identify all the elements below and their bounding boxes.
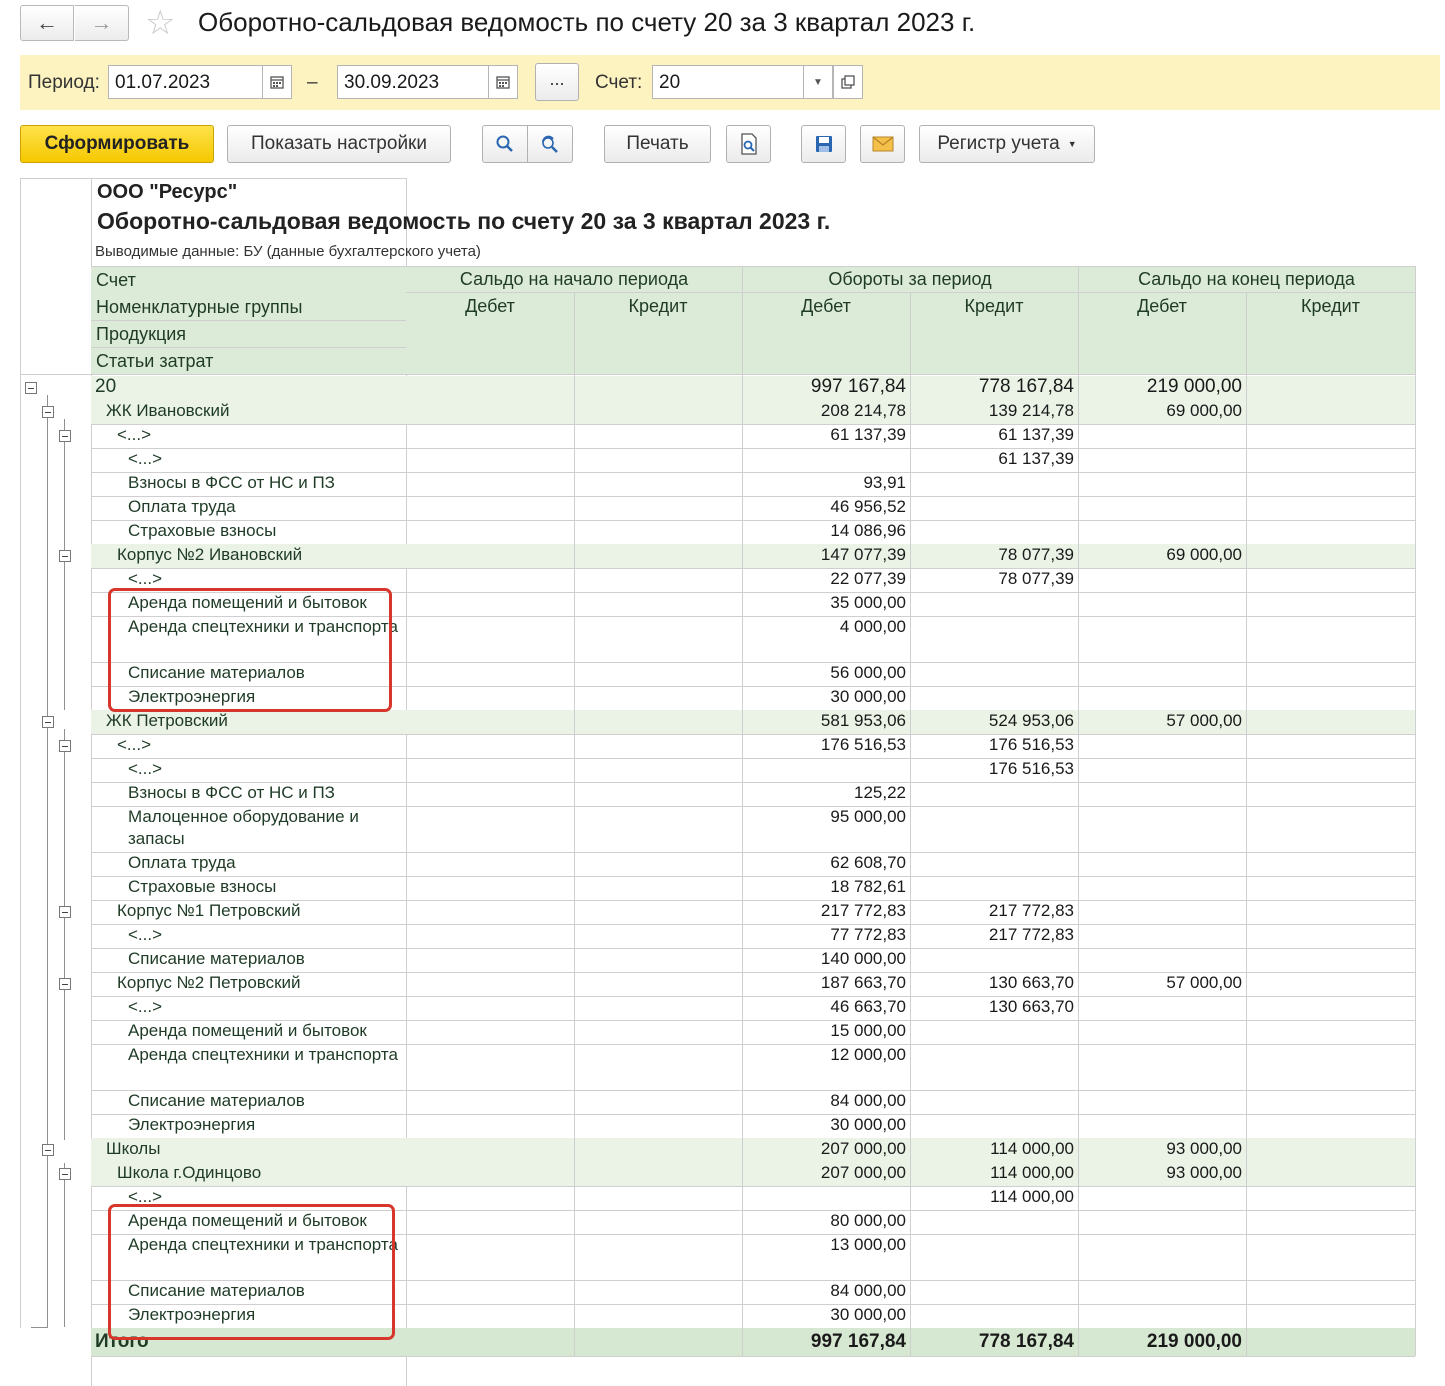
account-label: Счет:: [595, 72, 643, 93]
row-name: ЖК Петровский: [106, 711, 228, 730]
header-opening-credit: Кредит: [628, 296, 688, 316]
table-row[interactable]: [91, 472, 1415, 496]
account-input[interactable]: 20: [652, 65, 804, 99]
row-value-col-3: 4 000,00: [839, 617, 906, 636]
row-value-col-3: 46 956,52: [830, 497, 906, 516]
row-name: Взносы в ФСС от НС и ПЗ: [128, 473, 335, 492]
top-border: [20, 178, 406, 179]
title-bar: [0, 0, 1445, 48]
calendar-icon: [496, 75, 510, 89]
row-name: <...>: [117, 425, 152, 444]
row-value-col-4: 61 137,39: [998, 449, 1074, 468]
row-value-col-3: 125,22: [854, 783, 906, 802]
row-value-col-4: 61 137,39: [998, 425, 1074, 444]
table-row[interactable]: [91, 544, 1415, 568]
header-closing-credit: Кредит: [1301, 296, 1360, 316]
header-top-border: [91, 266, 1415, 267]
row-value-col-4: 778 167,84: [978, 1331, 1074, 1352]
row-value-col-4: 130 663,70: [988, 973, 1074, 992]
row-value-col-3: 77 772,83: [830, 925, 906, 944]
row-name: Малоценное оборудование и запасы: [128, 807, 359, 848]
table-row[interactable]: [91, 996, 1415, 1020]
period-dash: –: [307, 72, 318, 93]
header-turnover-credit: Кредит: [964, 296, 1024, 316]
header-turnover: Обороты за период: [828, 269, 992, 289]
row-value-col-3: 581 953,06: [820, 711, 906, 730]
preview-button[interactable]: [726, 125, 771, 163]
row-value-col-4: 176 516,53: [988, 735, 1074, 754]
row-name: Электроэнергия: [128, 1305, 256, 1324]
period-label: Период:: [28, 72, 100, 93]
header-opening-balance: Сальдо на начало периода: [459, 269, 689, 289]
highlight-box: [108, 1204, 395, 1340]
row-value-col-3: 30 000,00: [830, 1305, 906, 1324]
print-preview-icon: [739, 133, 759, 155]
organization-name: ООО "Ресурс": [97, 181, 238, 203]
row-value-col-4: 114 000,00: [990, 1163, 1074, 1182]
row-name: <...>: [128, 569, 163, 588]
collapse-toggle-icon[interactable]: [59, 978, 71, 990]
table-row[interactable]: [91, 972, 1415, 996]
header-bottom-border: [20, 374, 1415, 375]
row-name: Оплата труда: [128, 497, 236, 516]
collapse-toggle-icon[interactable]: [59, 740, 71, 752]
open-window-icon: [841, 75, 855, 89]
account-dropdown-button[interactable]: [803, 65, 833, 99]
favorite-star-icon[interactable]: ☆: [145, 4, 176, 42]
table-row[interactable]: [91, 376, 1415, 400]
row-value-col-3: 208 214,78: [820, 401, 906, 420]
collapse-toggle-icon[interactable]: [59, 430, 71, 442]
row-value-col-5: 69 000,00: [1166, 401, 1242, 420]
table-row[interactable]: [91, 424, 1415, 448]
tree-line: [64, 1163, 65, 1327]
row-value-col-3: 46 663,70: [830, 997, 906, 1016]
collapse-toggle-icon[interactable]: [42, 406, 54, 418]
header-account: Счет: [96, 270, 136, 290]
row-name: Аренда помещений и бытовок: [128, 1211, 367, 1230]
header-cost-items: Статьи затрат: [96, 351, 214, 371]
row-value-col-5: 219 000,00: [1146, 1331, 1242, 1352]
row-value-col-3: 12 000,00: [830, 1045, 906, 1064]
row-value-col-4: 78 077,39: [998, 569, 1074, 588]
column-border: [574, 292, 575, 1356]
row-value-col-3: 84 000,00: [830, 1281, 906, 1300]
period-bar: [20, 55, 1440, 110]
row-name: <...>: [128, 1187, 163, 1206]
table-row[interactable]: [91, 400, 1415, 424]
row-value-col-3: 84 000,00: [830, 1091, 906, 1110]
search-icon: [495, 134, 515, 154]
collapse-toggle-icon[interactable]: [42, 716, 54, 728]
table-row[interactable]: [91, 806, 1415, 852]
row-value-col-3: 30 000,00: [830, 1115, 906, 1134]
row-value-col-3: 176 516,53: [820, 735, 906, 754]
table-row[interactable]: [91, 1138, 1415, 1162]
row-value-col-3: 207 000,00: [820, 1139, 906, 1158]
row-value-col-3: 147 077,39: [820, 545, 906, 564]
row-name: Аренда спецтехники и транспорта: [128, 617, 398, 636]
row-name: Списание материалов: [128, 663, 305, 682]
row-value-col-3: 997 167,84: [810, 376, 906, 397]
report-subtitle: Выводимые данные: БУ (данные бухгалтерского учета): [95, 243, 481, 260]
row-value-col-4: 217 772,83: [988, 901, 1074, 920]
window-title: Оборотно-сальдовая ведомость по счету 20 за 3 квартал 2023 г.: [198, 7, 976, 37]
table-row[interactable]: [91, 448, 1415, 472]
row-value-col-3: 62 608,70: [830, 853, 906, 872]
column-border: [1078, 266, 1079, 1356]
row-value-col-4: 78 077,39: [998, 545, 1074, 564]
floppy-disk-icon: [814, 134, 834, 154]
row-value-col-3: 35 000,00: [830, 593, 906, 612]
generate-button[interactable]: Сформировать: [20, 125, 214, 163]
row-value-col-5: 69 000,00: [1166, 545, 1242, 564]
highlight-box: [108, 588, 392, 712]
table-row[interactable]: [91, 1162, 1415, 1186]
row-value-col-3: 61 137,39: [830, 425, 906, 444]
table-row[interactable]: [91, 924, 1415, 948]
row-value-col-4: 217 772,83: [988, 925, 1074, 944]
row-value-col-4: 176 516,53: [988, 759, 1074, 778]
row-value-col-5: 93 000,00: [1166, 1163, 1242, 1182]
register-label: Регистр учета: [937, 133, 1060, 154]
gutter-border: [20, 178, 21, 1328]
date-from-calendar-button[interactable]: [262, 65, 292, 99]
row-name: Взносы в ФСС от НС и ПЗ: [128, 783, 335, 802]
search-next-button[interactable]: [527, 125, 573, 163]
tree-line: [31, 1327, 48, 1328]
row-name: Школы: [106, 1139, 161, 1158]
row-name: Аренда помещений и бытовок: [128, 593, 367, 612]
header-nomenclature-groups: Номенклатурные группы: [96, 297, 303, 317]
row-name: Аренда помещений и бытовок: [128, 1021, 367, 1040]
row-value-col-5: 57 000,00: [1166, 973, 1242, 992]
row-name: Корпус №2 Петровский: [117, 973, 301, 992]
row-name: 20: [95, 376, 117, 397]
row-name: Списание материалов: [128, 949, 305, 968]
row-name: Списание материалов: [128, 1091, 305, 1110]
date-to-calendar-button[interactable]: [488, 65, 518, 99]
collapse-toggle-icon[interactable]: [59, 550, 71, 562]
table-row[interactable]: [91, 496, 1415, 520]
row-name: Электроэнергия: [128, 1115, 256, 1134]
row-name: Аренда спецтехники и транспорта: [128, 1235, 398, 1254]
print-button[interactable]: Печать: [604, 125, 711, 163]
row-value-col-3: 56 000,00: [830, 663, 906, 682]
header-closing-debit: Дебет: [1137, 296, 1187, 316]
row-value-col-3: 30 000,00: [830, 687, 906, 706]
column-border: [1246, 292, 1247, 1356]
forward-button[interactable]: [75, 5, 129, 41]
row-name: Аренда спецтехники и транспорта: [128, 1045, 398, 1064]
search-button[interactable]: [482, 125, 528, 163]
header-closing-balance: Сальдо на конец периода: [1138, 269, 1355, 289]
row-border: [91, 1356, 1415, 1357]
table-row[interactable]: [91, 900, 1415, 924]
send-email-button[interactable]: [860, 125, 905, 163]
search-refresh-icon: [540, 134, 560, 154]
row-name: <...>: [128, 759, 163, 778]
table-row[interactable]: [91, 520, 1415, 544]
row-name: <...>: [128, 925, 163, 944]
row-value-col-3: 140 000,00: [820, 949, 906, 968]
table-row[interactable]: [91, 734, 1415, 758]
row-value-col-3: 18 782,61: [830, 877, 906, 896]
tree-line: [64, 729, 65, 1140]
table-row[interactable]: [91, 876, 1415, 900]
row-name: <...>: [117, 735, 152, 754]
back-button[interactable]: [20, 5, 74, 41]
arrow-left-icon: ←: [36, 10, 58, 35]
register-dropdown-button[interactable]: [919, 125, 1095, 163]
row-name: ЖК Ивановский: [106, 401, 230, 420]
table-row[interactable]: [91, 1020, 1415, 1044]
table-row[interactable]: [91, 1114, 1415, 1138]
chevron-down-icon: ▼: [813, 76, 823, 88]
table-row[interactable]: [91, 782, 1415, 806]
row-name: Оплата труда: [128, 853, 236, 872]
collapse-toggle-icon[interactable]: [25, 382, 37, 394]
collapse-toggle-icon[interactable]: [42, 1144, 54, 1156]
table-row[interactable]: [91, 710, 1415, 734]
envelope-icon: [872, 136, 894, 152]
header-row-border-2: [91, 347, 406, 348]
row-name: Списание материалов: [128, 1281, 305, 1300]
row-value-col-3: 95 000,00: [830, 807, 906, 826]
row-name: <...>: [128, 449, 163, 468]
row-value-col-3: 187 663,70: [820, 973, 906, 992]
report-spreadsheet[interactable]: [20, 178, 1445, 1386]
row-value-col-3: 207 000,00: [820, 1163, 906, 1182]
row-value-col-4: 778 167,84: [978, 376, 1074, 397]
row-value-col-3: 80 000,00: [830, 1211, 906, 1230]
table-row[interactable]: [91, 758, 1415, 782]
arrow-right-icon: →: [90, 10, 113, 35]
row-value-col-3: 997 167,84: [810, 1331, 906, 1352]
row-value-col-4: 139 214,78: [988, 401, 1074, 420]
tree-line: [64, 419, 65, 710]
row-name: <...>: [128, 997, 163, 1016]
report-title: Оборотно-сальдовая ведомость по счету 20 за 3 квартал 2023 г.: [97, 208, 831, 234]
tree-line: [47, 395, 48, 1327]
account-open-button[interactable]: [833, 65, 863, 99]
row-value-col-3: 13 000,00: [830, 1235, 906, 1254]
header-turnover-debit: Дебет: [801, 296, 851, 316]
column-border: [910, 292, 911, 1356]
row-name: Школа г.Одинцово: [117, 1163, 262, 1182]
chevron-down-icon: ▼: [1067, 139, 1077, 149]
table-row[interactable]: [91, 1044, 1415, 1090]
collapse-toggle-icon[interactable]: [59, 1168, 71, 1180]
row-name: Страховые взносы: [128, 521, 277, 540]
row-value-col-3: 93,91: [863, 473, 906, 492]
column-border: [1415, 266, 1416, 1356]
row-name: Электроэнергия: [128, 687, 256, 706]
column-border: [742, 266, 743, 1356]
header-products: Продукция: [96, 324, 187, 344]
header-row-border-1: [91, 320, 406, 321]
row-value-col-5: 93 000,00: [1166, 1139, 1242, 1158]
row-value-col-5: 57 000,00: [1166, 711, 1242, 730]
date-from-input[interactable]: 01.07.2023: [108, 65, 263, 99]
row-value-col-5: 219 000,00: [1146, 376, 1242, 397]
row-value-col-3: 15 000,00: [830, 1021, 906, 1040]
save-button[interactable]: [801, 125, 846, 163]
header-opening-debit: Дебет: [465, 296, 515, 316]
row-name: Страховые взносы: [128, 877, 277, 896]
table-row[interactable]: [91, 852, 1415, 876]
row-name: Корпус №1 Петровский: [117, 901, 301, 920]
table-row[interactable]: [91, 948, 1415, 972]
row-value-col-4: 524 953,06: [988, 711, 1074, 730]
date-to-input[interactable]: 30.09.2023: [337, 65, 489, 99]
row-value-col-3: 22 077,39: [830, 569, 906, 588]
row-name: Корпус №2 Ивановский: [117, 545, 303, 564]
row-value-col-4: 114 000,00: [990, 1139, 1074, 1158]
row-value-col-3: 14 086,96: [830, 521, 906, 540]
show-settings-button[interactable]: Показать настройки: [227, 125, 451, 163]
row-value-col-4: 114 000,00: [990, 1187, 1074, 1206]
select-period-button[interactable]: ...: [535, 63, 579, 101]
collapse-toggle-icon[interactable]: [59, 906, 71, 918]
table-row[interactable]: [91, 1090, 1415, 1114]
row-value-col-3: 217 772,83: [820, 901, 906, 920]
calendar-icon: [270, 75, 284, 89]
row-value-col-4: 130 663,70: [988, 997, 1074, 1016]
row-name: Итого: [95, 1331, 149, 1352]
